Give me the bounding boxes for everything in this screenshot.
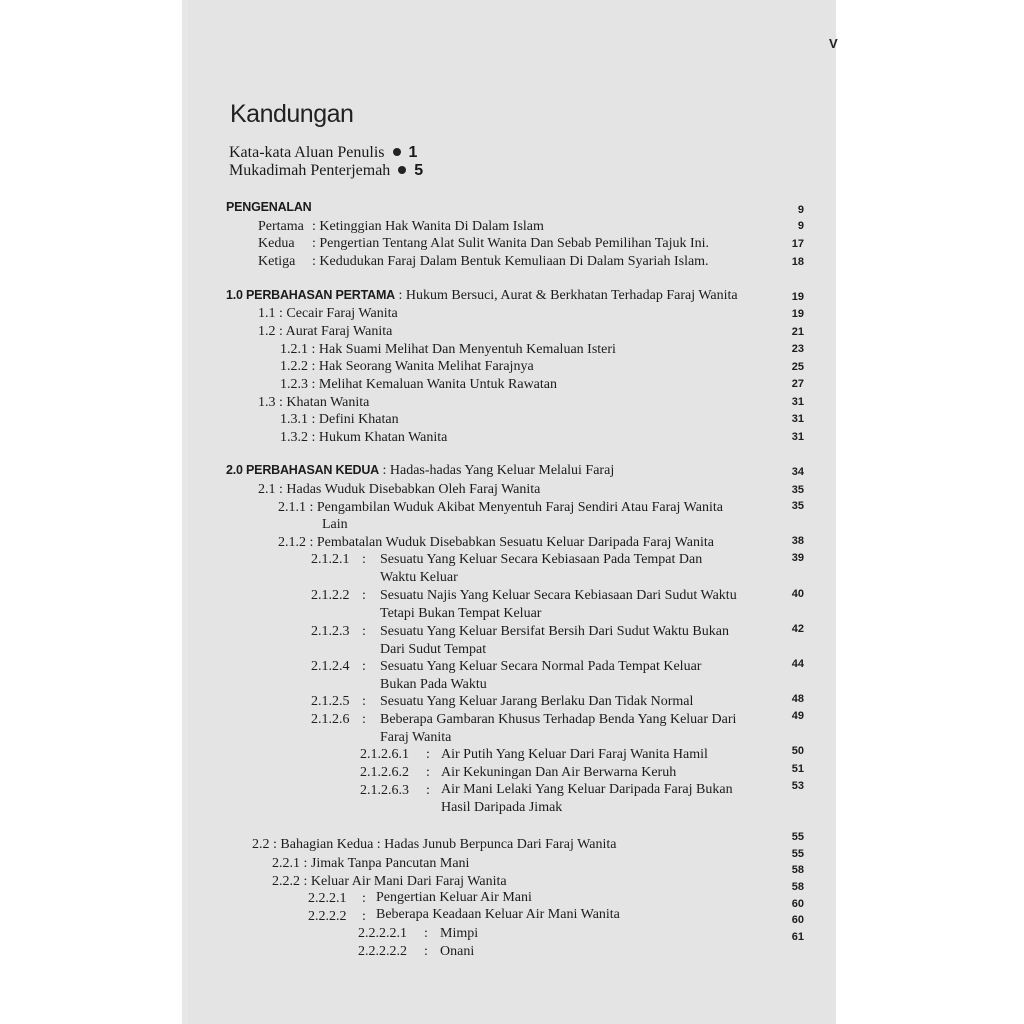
toc-entry-continuation: Hasil Daripada Jimak [441, 800, 563, 815]
page-corner-mark: V [829, 36, 838, 51]
toc-entry: 2.2.2 : Keluar Air Mani Dari Faraj Wanita [272, 874, 507, 889]
toc-page-number: 55 [791, 848, 804, 860]
toc-entry: 1.3.1 : Defini Khatan [280, 412, 399, 427]
toc-entry-continuation: Bukan Pada Waktu [380, 677, 487, 692]
page-title: Kandungan [230, 100, 354, 128]
toc-entry: Air Kekuningan Dan Air Berwarna Keruh [441, 765, 677, 780]
toc-entry: Beberapa Keadaan Keluar Air Mani Wanita [376, 907, 620, 922]
toc-page-number: 31 [791, 396, 804, 408]
toc-entry: 1.2 : Aurat Faraj Wanita [258, 324, 393, 339]
toc-section-heading: 2.0 PERBAHASAN KEDUA : Hadas-hadas Yang Keluar Melalui Faraj [226, 463, 615, 478]
toc-entry-prefix: Pertama [258, 219, 304, 234]
toc-colon: : [362, 891, 366, 906]
toc-entry: Sesuatu Yang Keluar Jarang Berlaku Dan Tidak Normal [380, 694, 694, 709]
toc-page-number: 61 [791, 931, 804, 943]
toc-page-number: 51 [791, 763, 804, 775]
toc-page-number: 55 [791, 831, 804, 843]
toc-entry: Sesuatu Najis Yang Keluar Secara Kebiasaan Dari Sudut Waktu [380, 588, 737, 603]
toc-entry-number: 2.2.2.2 [308, 909, 347, 924]
toc-section-heading: PENGENALAN [226, 200, 312, 214]
toc-colon: : [424, 944, 428, 959]
toc-entry-prefix: Kedua [258, 236, 295, 251]
toc-entry-prefix: Ketiga [258, 254, 296, 269]
toc-page-number: 40 [791, 588, 804, 600]
toc-entry: Beberapa Gambaran Khusus Terhadap Benda Yang Keluar Dari [380, 712, 737, 727]
toc-entry: Pengertian Keluar Air Mani [376, 890, 532, 905]
toc-prelim-entry [229, 144, 417, 162]
toc-page-number: 42 [791, 623, 804, 635]
toc-colon: : [424, 926, 428, 941]
toc-entry: Air Mani Lelaki Yang Keluar Daripada Faraj Bukan [441, 782, 733, 797]
toc-page-number: 19 [791, 308, 804, 320]
toc-entry: 2.1.2 : Pembatalan Wuduk Disebabkan Sesuatu Keluar Daripada Faraj Wanita [278, 535, 714, 550]
toc-entry: : Kedudukan Faraj Dalam Bentuk Kemuliaan Di Dalam Syariah Islam. [312, 254, 709, 269]
toc-entry: : Pengertian Tentang Alat Sulit Wanita Dan Sebab Pemilihan Tajuk Ini. [312, 236, 710, 251]
toc-entry: Air Putih Yang Keluar Dari Faraj Wanita Hamil [441, 747, 708, 762]
toc-entry: 1.3 : Khatan Wanita [258, 395, 370, 410]
toc-prelim-page: 1 [408, 144, 418, 161]
toc-page-number: 49 [791, 710, 804, 722]
toc-entry-continuation: Faraj Wanita [380, 730, 452, 745]
toc-page-number: 17 [791, 238, 804, 250]
toc-entry-number: 2.1.2.6.2 [360, 765, 409, 780]
toc-page-number: 21 [791, 326, 804, 338]
toc-entry: 1.3.2 : Hukum Khatan Wanita [280, 430, 448, 445]
toc-section-subtitle: : Hukum Bersuci, Aurat & Berkhatan Terhadap Faraj Wanita [398, 288, 738, 303]
toc-entry: Mimpi [440, 926, 479, 941]
toc-entry-continuation: Lain [322, 517, 348, 532]
toc-colon: : [362, 552, 366, 567]
toc-page-number: 44 [791, 658, 804, 670]
toc-entry-continuation: Dari Sudut Tempat [380, 642, 487, 657]
toc-entry-number: 2.2.2.2.2 [358, 944, 407, 959]
toc-entry: Sesuatu Yang Keluar Secara Normal Pada Tempat Keluar [380, 659, 702, 674]
toc-colon: : [362, 588, 366, 603]
toc-entry: 1.2.1 : Hak Suami Melihat Dan Menyentuh Kemaluan Isteri [280, 342, 616, 357]
toc-prelim-page: 5 [414, 162, 424, 179]
toc-page-number: 50 [791, 745, 804, 757]
toc-entry: Sesuatu Yang Keluar Secara Kebiasaan Pada Tempat Dan [380, 552, 703, 567]
toc-entry: 1.2.2 : Hak Seorang Wanita Melihat Farajnya [280, 359, 534, 374]
toc-colon: : [426, 783, 430, 798]
toc-page-number: 58 [791, 864, 804, 876]
toc-entry-number: 2.1.2.2 [311, 588, 350, 603]
toc-entry-number: 2.1.2.3 [311, 624, 350, 639]
bullet-icon [398, 166, 406, 174]
toc-page-number: 35 [791, 500, 804, 512]
toc-colon: : [362, 712, 366, 727]
toc-entry-number: 2.1.2.6.3 [360, 783, 409, 798]
toc-entry-continuation: Tetapi Bukan Tempat Keluar [380, 606, 542, 621]
toc-colon: : [362, 909, 366, 924]
toc-page-number: 38 [791, 535, 804, 547]
toc-page-number: 19 [791, 291, 804, 303]
toc-entry: Sesuatu Yang Keluar Bersifat Bersih Dari Sudut Waktu Bukan [380, 624, 729, 639]
toc-colon: : [426, 747, 430, 762]
toc-page-number: 48 [791, 693, 804, 705]
toc-entry: 1.2.3 : Melihat Kemaluan Wanita Untuk Rawatan [280, 377, 557, 392]
toc-entry-number: 2.2.2.1 [308, 891, 347, 906]
bullet-icon [393, 148, 401, 156]
toc-entry: : Ketinggian Hak Wanita Di Dalam Islam [312, 219, 544, 234]
toc-entry: 2.2 : Bahagian Kedua : Hadas Junub Berpunca Dari Faraj Wanita [252, 837, 617, 852]
toc-page-number: 25 [791, 361, 804, 373]
toc-colon: : [362, 659, 366, 674]
toc-prelim-label: Kata-kata Aluan Penulis [229, 144, 385, 161]
toc-entry-number: 2.1.2.1 [311, 552, 350, 567]
toc-page-number: 9 [797, 204, 804, 216]
toc-page-number: 53 [791, 780, 804, 792]
toc-entry-number: 2.2.2.2.1 [358, 926, 407, 941]
toc-entry: 2.1 : Hadas Wuduk Disebabkan Oleh Faraj Wanita [258, 482, 541, 497]
toc-page-number: 39 [791, 552, 804, 564]
toc-page-number: 60 [791, 914, 804, 926]
toc-colon: : [362, 624, 366, 639]
toc-colon: : [362, 694, 366, 709]
toc-entry-number: 2.1.2.6 [311, 712, 350, 727]
toc-entry-continuation: Waktu Keluar [380, 570, 458, 585]
toc-page-number: 18 [791, 256, 804, 268]
toc-page-number: 27 [791, 378, 804, 390]
toc-entry-number: 2.1.2.4 [311, 659, 350, 674]
toc-entry: 2.2.1 : Jimak Tanpa Pancutan Mani [272, 856, 470, 871]
toc-section-heading: 1.0 PERBAHASAN PERTAMA : Hukum Bersuci, Aurat & Berkhatan Terhadap Faraj Wanita [226, 288, 738, 303]
toc-entry-number: 2.1.2.5 [311, 694, 350, 709]
toc-page-number: 31 [791, 431, 804, 443]
toc-page-number: 34 [791, 466, 804, 478]
toc-entry: 1.1 : Cecair Faraj Wanita [258, 306, 398, 321]
toc-page-number: 58 [791, 881, 804, 893]
toc-entry: 2.1.1 : Pengambilan Wuduk Akibat Menyentuh Faraj Sendiri Atau Faraj Wanita [278, 500, 723, 515]
toc-page-number: 60 [791, 898, 804, 910]
toc-page-number: 35 [791, 484, 804, 496]
toc-prelim-entry [229, 162, 423, 180]
toc-page-number: 23 [791, 343, 804, 355]
toc-prelim-label: Mukadimah Penterjemah [229, 162, 391, 179]
toc-page-number: 9 [797, 220, 804, 232]
toc-section-subtitle: : Hadas-hadas Yang Keluar Melalui Faraj [382, 463, 615, 478]
toc-entry: Onani [440, 944, 475, 959]
toc-entry-number: 2.1.2.6.1 [360, 747, 409, 762]
toc-page-number: 31 [791, 413, 804, 425]
toc-colon: : [426, 765, 430, 780]
